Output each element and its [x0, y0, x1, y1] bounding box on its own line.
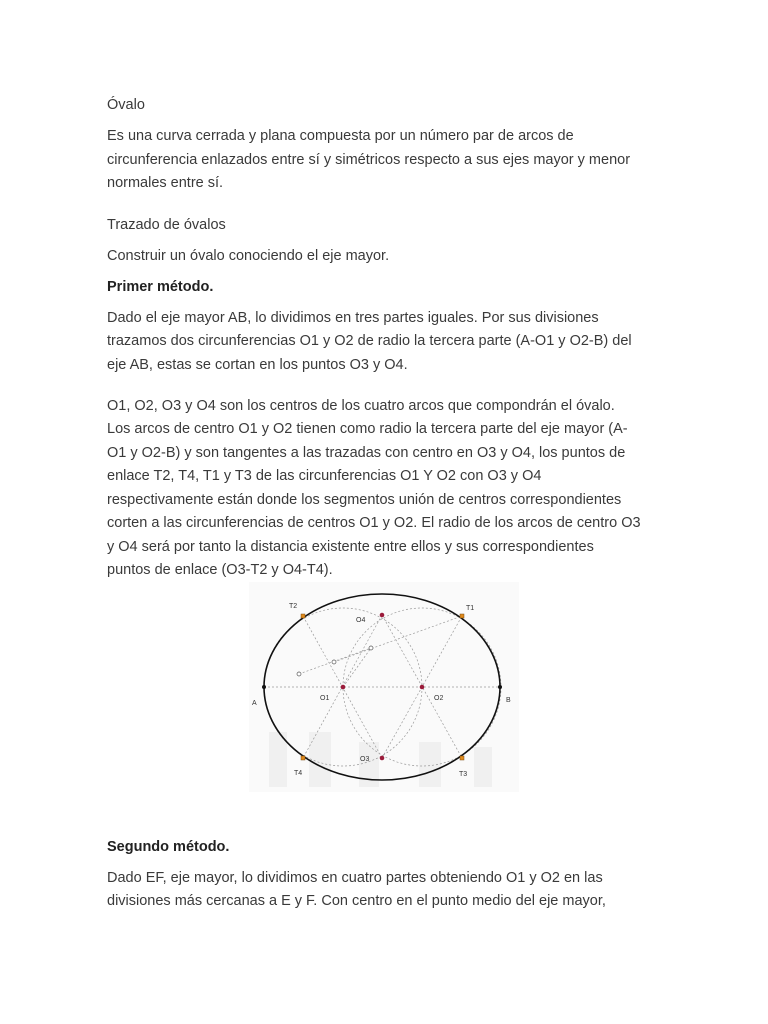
section-subtitle: Trazado de óvalos: [107, 217, 226, 233]
page-title: Óvalo: [107, 97, 145, 113]
method1-p2-line-8: puntos de enlace (O3-T2 y O4-T4).: [107, 562, 333, 578]
center-o4: [380, 613, 385, 618]
method1-p2-line-1: O1, O2, O3 y O4 son los centros de los cuatro arcos que compondrán el óvalo.: [107, 398, 615, 414]
method1-p1-line-2: trazamos dos circunferencias O1 y O2 de radio la tercera parte (A-O1 y O2-B) del: [107, 333, 632, 349]
method1-p2-line-6: corten a las circunferencias de centros O1 y O2. El radio de los arcos de centro O3: [107, 515, 641, 531]
label-t3: T3: [459, 771, 468, 778]
method1-p1-line-3: eje AB, estas se cortan en los puntos O3 y O4.: [107, 357, 408, 373]
method2-heading: Segundo método.: [107, 839, 230, 855]
tangent-t4: [301, 756, 305, 760]
point-b: [498, 685, 502, 689]
method1-p2-line-2: Los arcos de centro O1 y O2 tienen como radio la tercera parte del eje mayor (A-: [107, 421, 628, 437]
point-a: [262, 685, 266, 689]
intro-line-3: normales entre sí.: [107, 175, 224, 191]
label-a: A: [252, 700, 257, 707]
method1-p2-line-4: enlace T2, T4, T1 y T3 de las circunferencias O1 Y O2 con O3 y O4: [107, 468, 542, 484]
tangent-t1: [460, 614, 464, 618]
method1-p2-line-3: O1 y O2-B) y son tangentes a las trazadas con centro en O3 y O4, los puntos de: [107, 445, 626, 461]
center-o2: [420, 685, 425, 690]
method1-p2-line-7: y O4 será por tanto la distancia existente entre ellos y sus correspondientes: [107, 539, 594, 555]
intro-line-1: Es una curva cerrada y plana compuesta por un número par de arcos de: [107, 128, 574, 144]
label-o1: O1: [320, 695, 330, 702]
label-o4: O4: [356, 617, 366, 624]
method1-p2-line-5: respectivamente están donde los segmentos unión de centros correspondientes: [107, 492, 622, 508]
method1-heading: Primer método.: [107, 279, 214, 295]
center-o3: [380, 756, 385, 761]
intro-line-2: circunferencia enlazados entre sí y simétricos respecto a sus ejes mayor y menor: [107, 152, 631, 168]
label-t4: T4: [294, 770, 303, 777]
method2-p1-line-1: Dado EF, eje mayor, lo dividimos en cuatro partes obteniendo O1 y O2 en las: [107, 870, 603, 886]
oval-construction-figure: [249, 582, 519, 792]
label-t2: T2: [289, 603, 298, 610]
label-b: B: [506, 697, 511, 704]
task-text: Construir un óvalo conociendo el eje mayor.: [107, 248, 390, 264]
method2-p1-line-2: divisiones más cercanas a E y F. Con centro en el punto medio del eje mayor,: [107, 893, 606, 909]
method1-p1-line-1: Dado el eje mayor AB, lo dividimos en tres partes iguales. Por sus divisiones: [107, 310, 599, 326]
label-o3: O3: [360, 756, 370, 763]
tangent-t3: [460, 756, 464, 760]
label-o2: O2: [434, 695, 444, 702]
tangent-t2: [301, 614, 305, 618]
center-o1: [341, 685, 346, 690]
label-t1: T1: [466, 605, 475, 612]
